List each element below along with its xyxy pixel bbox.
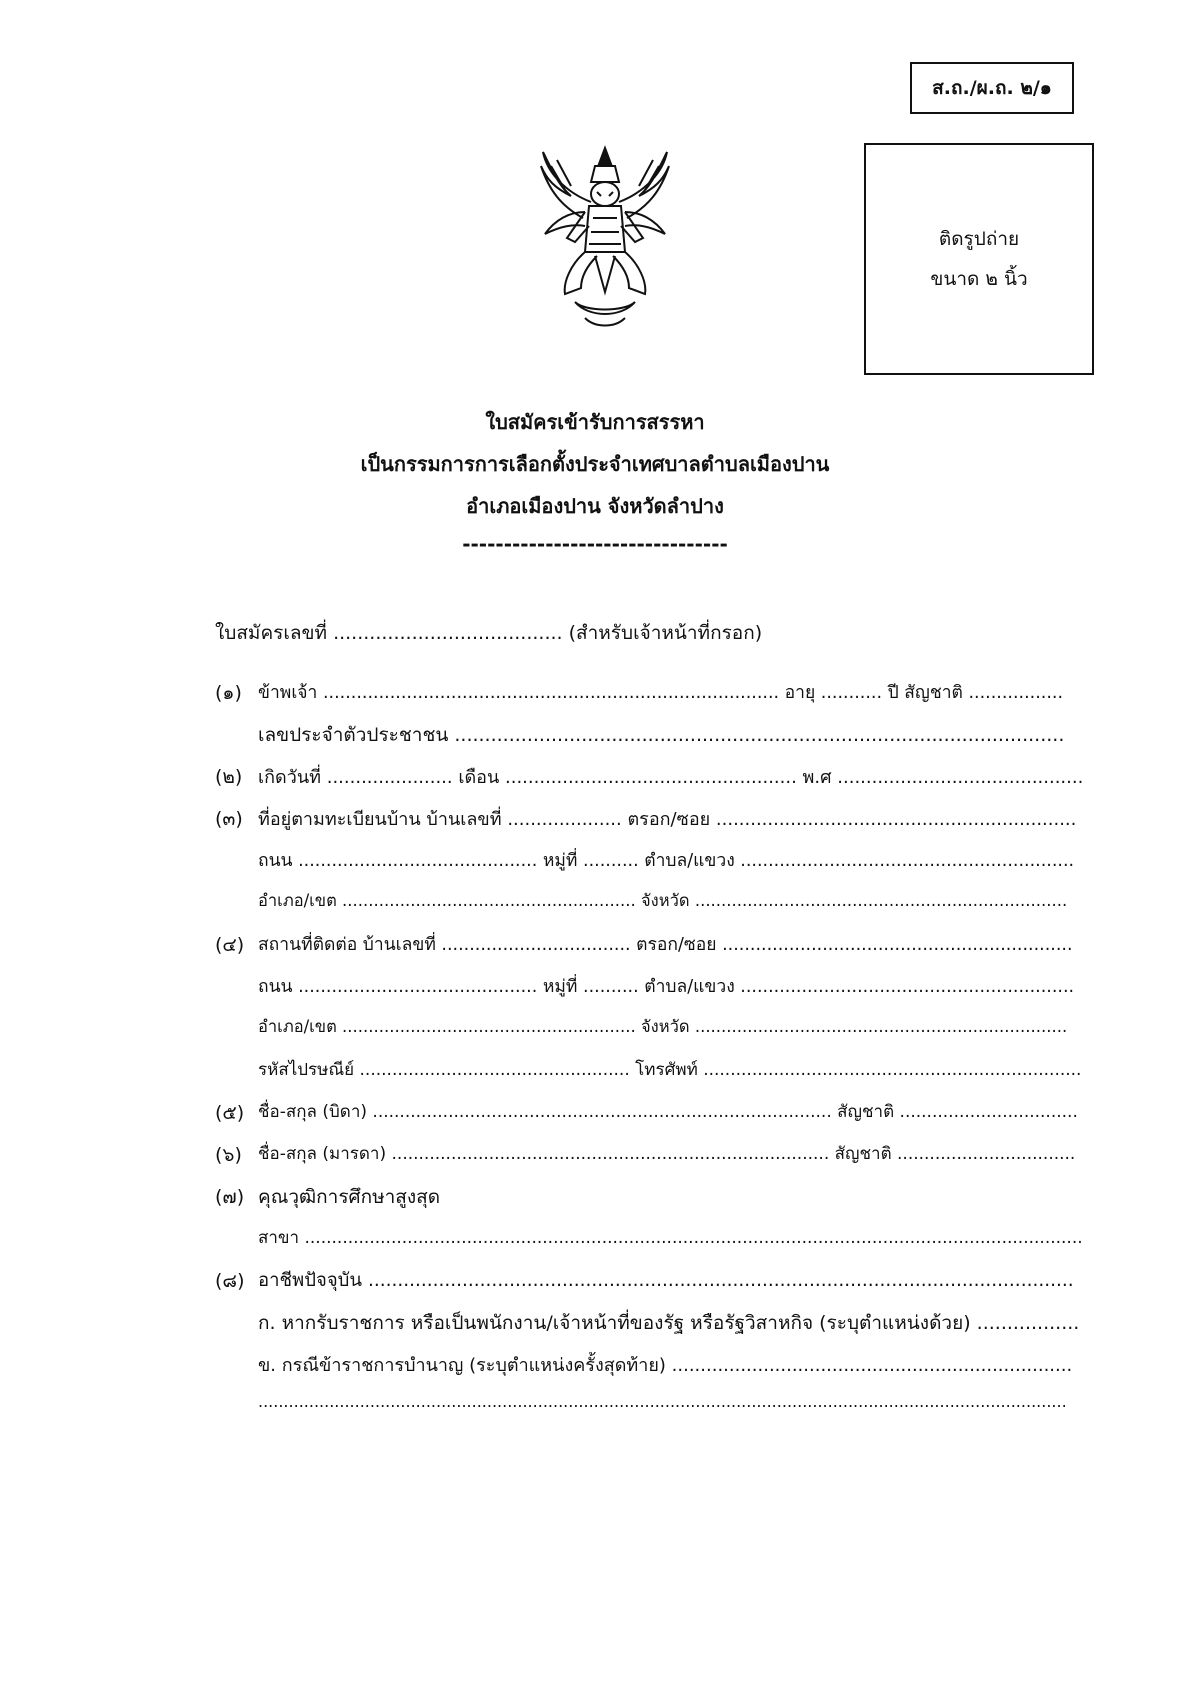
field-registered-address: ที่อยู่ตามทะเบียนบ้าน บ้านเลขที่ .................... ตรอก/ซอย ............................................................... — [258, 809, 1077, 830]
field-occupation-extra: ............................................................................................................................................................... — [258, 1392, 1067, 1411]
field-father-name: ชื่อ-สกุล (บิดา) ..................................................................................... สัญชาติ ................................. — [258, 1102, 1078, 1122]
field-number: (๔) — [215, 934, 245, 956]
field-name-age-nationality: ข้าพเจ้า .................................................................................. อายุ ........... ปี สัญชาติ ................. — [258, 683, 1064, 703]
title-line-3: อำเภอเมืองปาน จังหวัดลำปาง — [466, 494, 724, 518]
photo-box-line2: ขนาด ๒ นิ้ว — [930, 268, 1028, 290]
field-occupation-retired: ข. กรณีข้าราชการบำนาญ (ระบุตำแหน่งครั้งสุดท้าย) ...................................................................... — [258, 1355, 1073, 1376]
field-education-major: สาขา ................................................................................................................................................ — [258, 1228, 1083, 1248]
field-contact-district: อำเภอ/เขต ........................................................ จังหวัด ....................................................................... — [258, 1017, 1068, 1036]
form-code: ส.ถ./ผ.ถ. ๒/๑ — [932, 77, 1052, 99]
title-line-1: ใบสมัครเข้ารับการสรรหา — [485, 410, 705, 434]
field-education-label: คุณวุฒิการศึกษาสูงสุด — [258, 1186, 441, 1208]
field-number: (๘) — [215, 1270, 245, 1292]
title-divider: -------------------------------- — [462, 532, 728, 556]
field-number: (๑) — [215, 682, 242, 704]
field-number: (๒) — [215, 766, 243, 788]
garuda-emblem-icon — [535, 142, 675, 332]
photo-placeholder-box — [864, 143, 1094, 375]
title-line-2: เป็นกรรมการการเลือกตั้งประจำเทศบาลตำบลเมืองปาน — [360, 452, 830, 476]
field-mother-name: ชื่อ-สกุล (มารดา) ................................................................................. สัญชาติ ................................. — [258, 1144, 1076, 1164]
field-occupation: อาชีพปัจจุบัน ........................................................................................................................ — [258, 1270, 1074, 1291]
field-postcode-phone: รหัสไปรษณีย์ .................................................. โทรศัพท์ ...................................................................... — [258, 1060, 1082, 1080]
photo-box-line1: ติดรูปถ่าย — [938, 228, 1020, 250]
form-code-box — [910, 62, 1074, 114]
field-number: (๕) — [215, 1102, 245, 1124]
field-number: (๓) — [215, 808, 243, 830]
field-number: (๗) — [215, 1186, 245, 1208]
field-citizen-id: เลขประจำตัวประชาชน ..................................................................................................... — [258, 724, 1065, 746]
field-birth-date: เกิดวันที่ ...................... เดือน ................................................... พ.ศ ........................................... — [258, 767, 1084, 788]
field-contact-road: ถนน ........................................... หมู่ที่ .......... ตำบล/แขวง ............................................................ — [258, 977, 1075, 997]
field-occupation-government: ก. หากรับราชการ หรือเป็นพนักงาน/เจ้าหน้าที่ของรัฐ หรือรัฐวิสาหกิจ (ระบุตำแหน่งด้วย) ................. — [258, 1312, 1080, 1334]
field-number: (๖) — [215, 1144, 242, 1166]
field-registered-road: ถนน ........................................... หมู่ที่ .......... ตำบล/แขวง ............................................................ — [258, 851, 1075, 871]
field-registered-district: อำเภอ/เขต ........................................................ จังหวัด ....................................................................... — [258, 891, 1068, 910]
field-contact-address: สถานที่ติดต่อ บ้านเลขที่ .................................. ตรอก/ซอย ............................................................... — [258, 935, 1073, 955]
application-number-line: ใบสมัครเลขที่ ...................................... (สำหรับเจ้าหน้าที่กรอก) — [215, 622, 763, 644]
